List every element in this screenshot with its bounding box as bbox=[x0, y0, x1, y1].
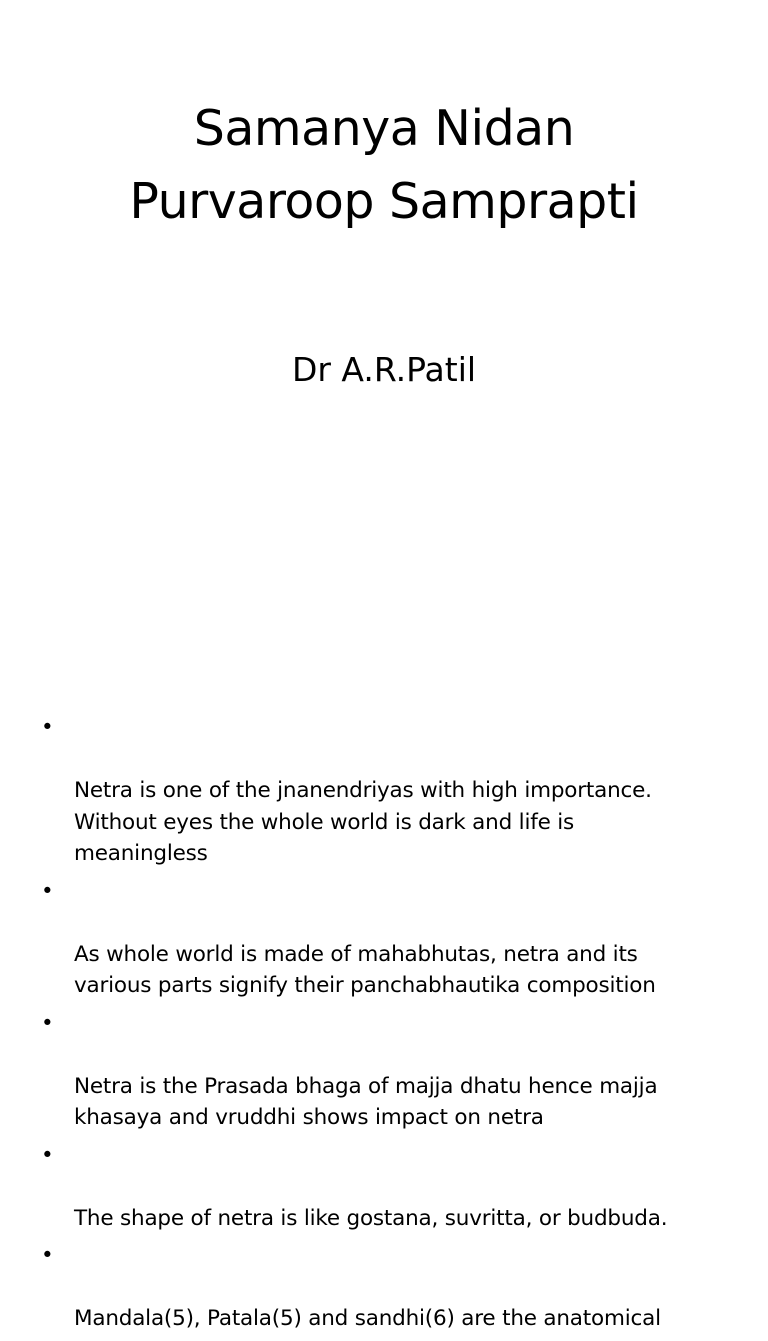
bullet-text: Netra is one of the jnanendriyas with high importance. Without eyes the whole world is dark and life is meaningless bbox=[74, 778, 652, 866]
bullet-text: The shape of netra is like gostana, suvritta, or budbuda. bbox=[74, 1205, 668, 1231]
bullet-item bbox=[36, 876, 744, 1002]
bullet-item bbox=[36, 712, 744, 870]
slide-title bbox=[0, 92, 768, 238]
bullet-dot-icon: • bbox=[41, 715, 54, 740]
bullet-text: Netra is the Prasada bhaga of majja dhatu hence majja khasaya and vruddhi shows impact on netra bbox=[74, 1073, 658, 1130]
bullet-dot-icon: • bbox=[41, 1142, 54, 1168]
bullet-item bbox=[36, 1008, 744, 1134]
author-subtitle: Dr A.R.Patil bbox=[291, 350, 477, 389]
bullet-dot-icon: • bbox=[41, 878, 54, 904]
slide-title-line-2: Purvaroop Samprapti bbox=[129, 173, 639, 230]
slide-title-line-1: Samanya Nidan bbox=[193, 100, 575, 157]
bullet-list bbox=[36, 712, 744, 1341]
bullet-dot-icon: • bbox=[41, 1243, 54, 1268]
bullet-text: As whole world is made of mahabhutas, netra and its various parts signify their panchabhautika composition bbox=[74, 941, 656, 998]
bullet-item bbox=[36, 1240, 744, 1335]
bullet-text: Mandala(5), Patala(5) and sandhi(6) are the anatomical bbox=[74, 1306, 661, 1331]
bullet-item bbox=[36, 1140, 744, 1235]
content-slide bbox=[0, 680, 768, 1331]
bullet-dot-icon: • bbox=[41, 1010, 54, 1036]
